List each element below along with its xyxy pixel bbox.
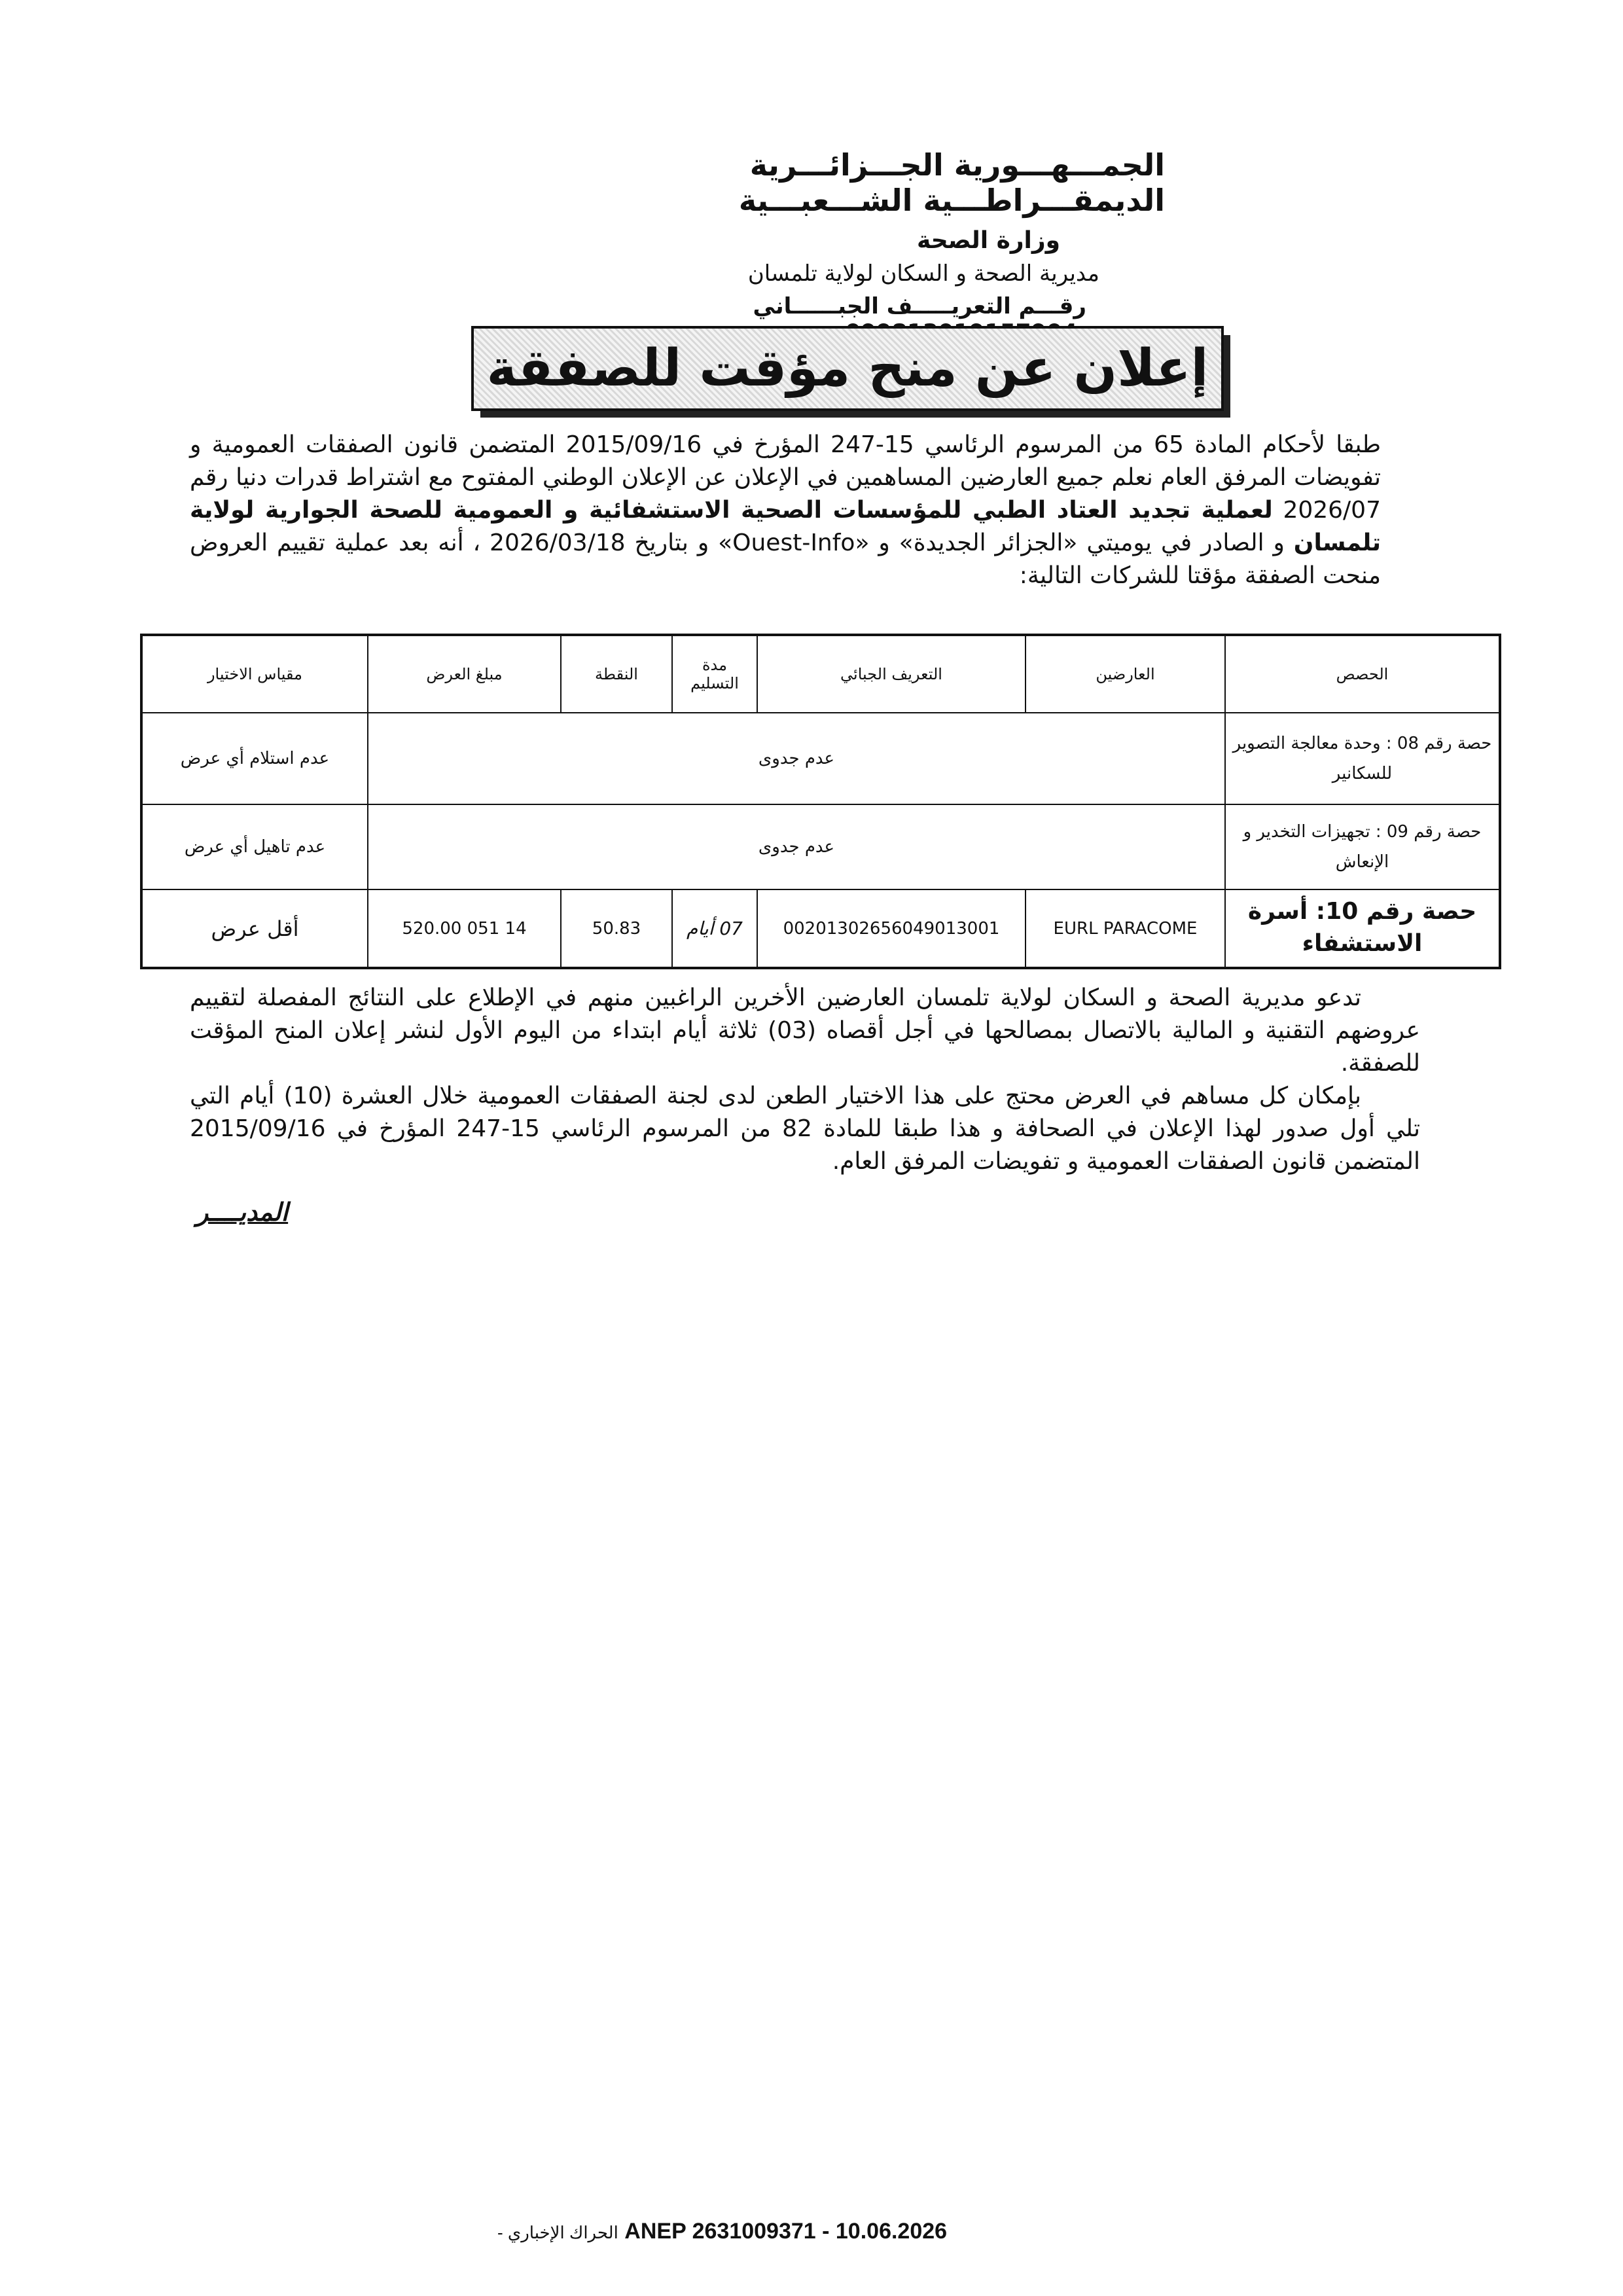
lot-09-result: عدم جدوى bbox=[368, 804, 1225, 889]
invitation-paragraph: تدعو مديرية الصحة و السكان لولاية تلمسان العارضين الأخرين الراغبين منهم في الإطلاع على النتائج المفصلة لتقييم عروضهم التقنية و المالية بالاتصال بمصالحها في أجل أقصاه (03) ثلاثة أيام ابتداء من اليوم الأول لنشر إعلان المنح المؤقت للصفقة. bbox=[190, 984, 1420, 1077]
header-lot: الحصص bbox=[1225, 635, 1500, 713]
header-nif: التعريف الجبائي bbox=[757, 635, 1026, 713]
document-title: إعلان عن منح مؤقت للصفقة bbox=[486, 339, 1209, 398]
intro-paragraph bbox=[190, 429, 1381, 592]
lot-10 bbox=[1225, 889, 1500, 968]
lot-09-criterion: عدم تاهيل أي عرض bbox=[141, 804, 368, 889]
lot-10-label: حصة رقم 10: أسرة الاستشفاء bbox=[1247, 897, 1477, 957]
lot-10-bidder: EURL PARACOME bbox=[1026, 889, 1225, 968]
lot-10-delay: 07 أيام bbox=[672, 889, 757, 968]
lot-10-amount: 14 051 520.00 bbox=[368, 889, 561, 968]
lot-08-criterion: عدم استلام أي عرض bbox=[141, 713, 368, 804]
country-name: الجمـــهـــورية الجـــزائـــرية الديمقـــراطـــية الشـــعبـــية bbox=[738, 147, 1165, 218]
signature-director: المديــــر bbox=[196, 1198, 289, 1227]
body-paragraphs bbox=[190, 982, 1420, 1178]
award-results-table bbox=[140, 634, 1501, 969]
header-amount: مبلغ العرض bbox=[368, 635, 561, 713]
title-box bbox=[471, 326, 1224, 411]
table-header-row bbox=[141, 635, 1500, 713]
lot-08: حصة رقم 08 : وحدة معالجة التصوير للسكانير bbox=[1225, 713, 1500, 804]
lot-08-result: عدم جدوى bbox=[368, 713, 1225, 804]
footer-reference bbox=[497, 2219, 947, 2244]
header-delay: مدة التسليم bbox=[672, 635, 757, 713]
table-row bbox=[141, 713, 1500, 804]
document-header bbox=[524, 147, 1165, 346]
tax-id: رقـــم التعريـــــف الجبــــــاني bbox=[753, 293, 1086, 319]
header-criterion: مقياس الاختيار bbox=[141, 635, 368, 713]
table-row bbox=[141, 804, 1500, 889]
intro-bold-operation: لعملية تجديد العتاد الطبي للمؤسسات الصحية الاستشفائية و العمومية للصحة الجوارية لولاية تلمسان bbox=[190, 497, 1382, 556]
intro-part-2: و الصادر في يوميتي «الجزائر الجديدة» و «Ouest-Info» و بتاريخ 2026/03/18 ، أنه بعد عملية تقييم العروض منحت الصفقة مؤقتا للشركات التالية: bbox=[190, 529, 1381, 589]
header-score: النقطة bbox=[561, 635, 672, 713]
lot-10-score: 50.83 bbox=[561, 889, 672, 968]
lot-10-criterion: أقل عرض bbox=[141, 889, 368, 968]
intro-part-1: طبقا لأحكام المادة 65 من المرسوم الرئاسي 15-247 المؤرخ في 2015/09/16 المتضمن قانون الصفقات العمومية و تفويضات المرفق العام نعلم جميع العارضين المساهمين في الإعلان عن الإعلان الوطني المفتوح مع اشتراط قدرات دنيا رقم 2026/07 bbox=[190, 431, 1381, 524]
header-bidder: العارضين bbox=[1026, 635, 1225, 713]
appeal-paragraph: بإمكان كل مساهم في العرض محتج على هذا الاختيار الطعن لدى لجنة الصفقات العمومية خلال العشرة (10) أيام التي تلي أول صدور لهذا الإعلان في الصحافة و هذا طبقا للمادة 82 من المرسوم الرئاسي 15-247 المؤرخ في 2015/09/16 المتضمن قانون الصفقات العمومية و تفويضات المرفق العام. bbox=[190, 1083, 1420, 1175]
anep-reference: ANEP 2631009371 - 10.06.2026 bbox=[624, 2219, 948, 2244]
lot-09: حصة رقم 09 : تجهيزات التخدير و الإنعاش bbox=[1225, 804, 1500, 889]
ministry-name: وزارة الصحة bbox=[916, 227, 1060, 254]
newspaper-name: الحراك الإخباري - bbox=[497, 2223, 618, 2242]
directorate-name: مديرية الصحة و السكان لولاية تلمسان bbox=[747, 260, 1099, 287]
lot-10-nif: 00201302656049013001 bbox=[757, 889, 1026, 968]
table-row bbox=[141, 889, 1500, 968]
